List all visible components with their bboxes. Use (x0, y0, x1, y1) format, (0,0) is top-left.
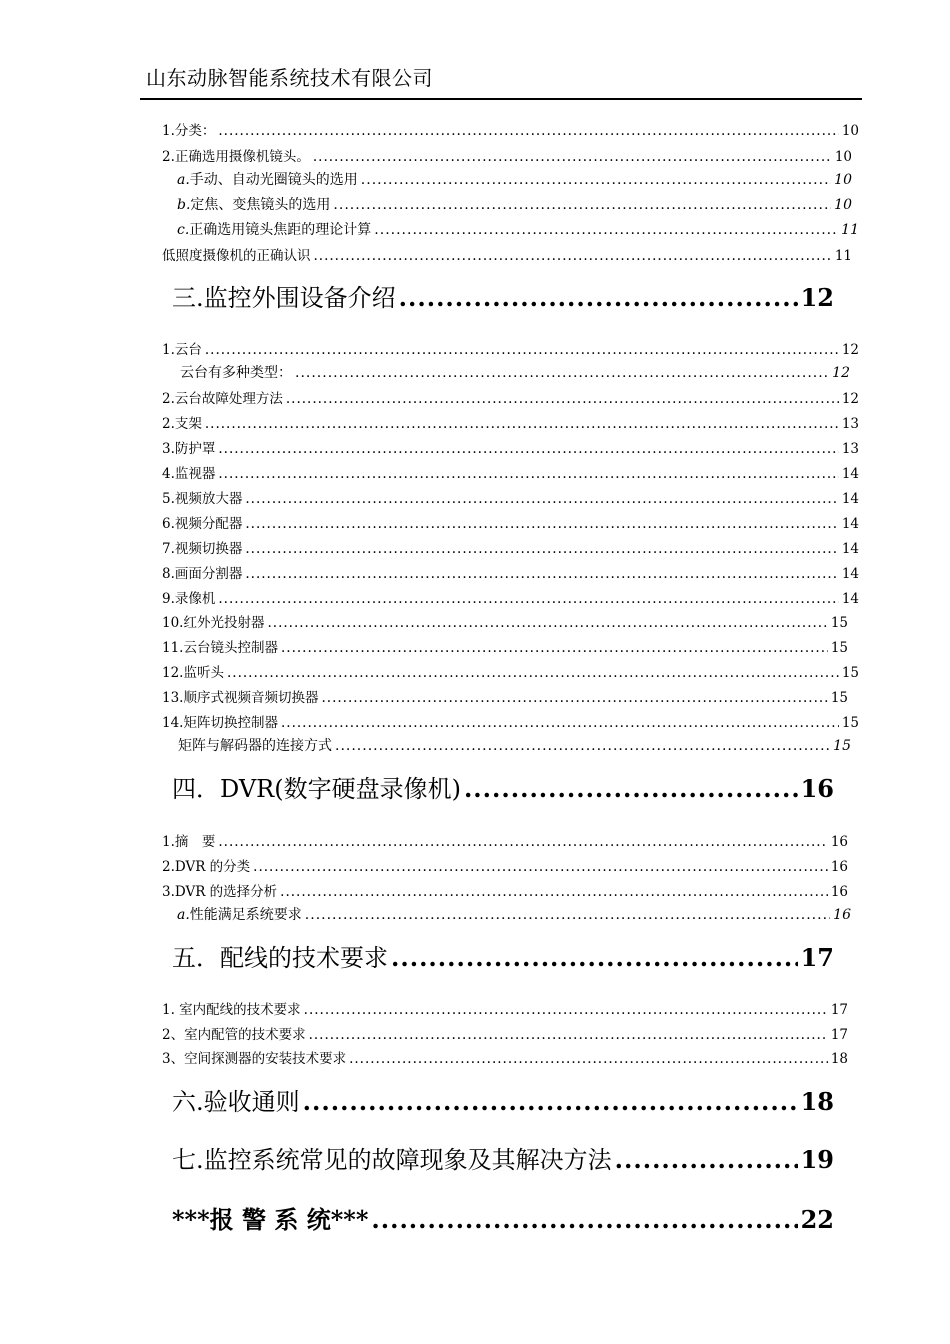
toc-leader-dots (464, 774, 798, 803)
toc-entry-label: 14.矩阵切换控制器 (162, 715, 278, 731)
toc-entry[interactable] (162, 661, 859, 681)
toc-page-number: 12 (841, 342, 859, 358)
toc-heading[interactable] (172, 938, 834, 973)
toc-leader-dots (303, 1087, 798, 1116)
toc-entry[interactable] (162, 830, 848, 850)
toc-page-number: 18 (800, 1087, 834, 1116)
toc-entry[interactable] (177, 904, 851, 924)
toc-heading[interactable] (172, 1200, 834, 1235)
toc-leader-dots (349, 1051, 828, 1067)
toc-entry[interactable] (162, 636, 848, 656)
toc-heading-label: ***报 警 系 统*** (172, 1205, 369, 1234)
toc-leader-dots (304, 1002, 828, 1018)
toc-page-number: 17 (830, 1027, 848, 1043)
toc-entry[interactable] (177, 194, 852, 214)
toc-entry[interactable] (162, 145, 852, 165)
toc-page-number: 10 (834, 197, 852, 213)
toc-page-number: 22 (800, 1205, 834, 1234)
toc-heading-label: 三.监控外围设备介绍 (172, 284, 396, 312)
toc-page-number: 16 (830, 834, 848, 850)
toc-page-number: 14 (841, 591, 859, 607)
toc-heading-label: 七.监控系统常见的故障现象及其解决方法 (172, 1146, 612, 1174)
toc-leader-dots (391, 943, 798, 972)
toc-page-number: 15 (830, 690, 848, 706)
toc-page-number: 19 (800, 1145, 834, 1174)
toc-page-number: 14 (841, 466, 859, 482)
toc-leader-dots (371, 1205, 797, 1234)
toc-leader-dots (333, 197, 831, 213)
toc-entry-label: 11.云台镜头控制器 (162, 640, 278, 656)
toc-leader-dots (267, 615, 827, 631)
toc-entry[interactable] (162, 462, 859, 482)
toc-leader-dots (218, 591, 838, 607)
toc-entry-label: 13.顺序式视频音频切换器 (162, 690, 319, 706)
toc-heading[interactable] (172, 1140, 834, 1175)
toc-leader-dots (321, 690, 827, 706)
toc-leader-dots (615, 1145, 798, 1174)
toc-entry-label: 低照度摄像机的正确认识 (162, 248, 311, 264)
toc-page-number: 13 (841, 416, 859, 432)
toc-page-number: 16 (830, 859, 848, 875)
toc-page-number: 11 (834, 248, 852, 264)
toc-entry[interactable] (162, 562, 859, 582)
toc-leader-dots (305, 907, 830, 923)
toc-leader-dots (245, 491, 838, 507)
toc-entry-label: 8.画面分割器 (162, 566, 243, 582)
toc-entry[interactable] (162, 611, 848, 631)
toc-leader-dots (205, 342, 839, 358)
toc-leader-dots (227, 665, 839, 681)
toc-entry-label: 3.防护罩 (162, 441, 216, 457)
toc-page-number: 15 (830, 640, 848, 656)
toc-entry[interactable] (162, 855, 848, 875)
toc-leader-dots (335, 738, 830, 754)
toc-entry[interactable] (162, 880, 848, 900)
toc-entry-label: 1.分类： (162, 123, 216, 139)
toc-entry[interactable] (162, 537, 859, 557)
toc-leader-dots (374, 222, 838, 238)
toc-leader-dots (281, 715, 839, 731)
toc-entry-label: 2.DVR 的分类 (162, 859, 251, 875)
toc-entry[interactable] (180, 362, 850, 382)
toc-leader-dots (280, 884, 828, 900)
toc-page-number: 15 (830, 615, 848, 631)
toc-leader-dots (361, 172, 831, 188)
toc-entry-label: 3、空间探测器的安装技术要求 (162, 1051, 347, 1067)
toc-entry-label: 12.监听头 (162, 665, 224, 681)
toc-page-number: 10 (841, 123, 859, 139)
toc-page-number: 17 (800, 943, 834, 972)
toc-page-number: 16 (830, 884, 848, 900)
toc-heading-label: 五．配线的技术要求 (172, 944, 388, 972)
toc-entry-label: 10.红外光投射器 (162, 615, 265, 631)
toc-page-number: 14 (841, 541, 859, 557)
toc-leader-dots (245, 516, 838, 532)
toc-heading-label: 四．DVR(数字硬盘录像机) (172, 775, 461, 803)
toc-entry-label: 云台有多种类型： (180, 365, 292, 381)
toc-page-number: 18 (830, 1051, 848, 1067)
toc-heading[interactable] (172, 1082, 834, 1117)
toc-entry[interactable] (162, 412, 859, 432)
toc-heading[interactable] (172, 769, 834, 804)
toc-page-number: 10 (834, 149, 852, 165)
toc-page-number: 12 (841, 391, 859, 407)
toc-entry-label: 6.视频分配器 (162, 516, 243, 532)
toc-entry[interactable] (162, 1023, 848, 1043)
toc-page-number: 15 (841, 715, 859, 731)
toc-page-number: 16 (833, 907, 851, 923)
toc-heading[interactable] (172, 278, 834, 313)
toc-entry[interactable] (177, 219, 859, 239)
toc-leader-dots (218, 834, 827, 850)
toc-entry-label: 2、室内配管的技术要求 (162, 1027, 306, 1043)
toc-leader-dots (309, 1027, 828, 1043)
toc-entry-label: 5.视频放大器 (162, 491, 243, 507)
toc-entry[interactable] (162, 587, 859, 607)
toc-leader-dots (286, 391, 839, 407)
toc-entry[interactable] (162, 686, 848, 706)
toc-page-number: 12 (832, 365, 850, 381)
page-header-title: 山东动脉智能系统技术有限公司 (146, 66, 433, 90)
toc-page-number: 13 (841, 441, 859, 457)
toc-entry[interactable] (162, 119, 859, 139)
toc-leader-dots (399, 283, 798, 312)
toc-leader-dots (205, 416, 839, 432)
toc-entry-label: 1.云台 (162, 342, 202, 358)
toc-leader-dots (313, 149, 832, 165)
toc-leader-dots (245, 566, 838, 582)
toc-page-number: 14 (841, 516, 859, 532)
toc-page-number: 14 (841, 491, 859, 507)
toc-entry-label: 3.DVR 的选择分析 (162, 884, 278, 900)
toc-leader-dots (314, 248, 832, 264)
toc-entry[interactable] (178, 735, 851, 755)
toc-entry-label: 矩阵与解码器的连接方式 (178, 738, 332, 754)
toc-entry[interactable] (162, 512, 859, 532)
toc-entry-label: b.定焦、变焦镜头的选用 (177, 197, 331, 213)
toc-page-number: 17 (830, 1002, 848, 1018)
toc-entry[interactable] (162, 487, 859, 507)
toc-entry[interactable] (162, 387, 859, 407)
toc-entry-label: 9.录像机 (162, 591, 216, 607)
toc-leader-dots (253, 859, 828, 875)
toc-entry-label: 1. 室内配线的技术要求 (162, 1002, 301, 1018)
toc-entry-label: 2.云台故障处理方法 (162, 391, 283, 407)
toc-entry[interactable] (162, 711, 859, 731)
toc-entry-label: 2.正确选用摄像机镜头。 (162, 149, 310, 165)
toc-page-number: 15 (833, 738, 851, 754)
toc-page-number: 10 (834, 172, 852, 188)
toc-leader-dots (218, 466, 838, 482)
toc-entry-label: c.正确选用镜头焦距的理论计算 (177, 222, 372, 238)
toc-entry[interactable] (162, 1047, 848, 1067)
toc-leader-dots (281, 640, 828, 656)
toc-entry[interactable] (162, 338, 859, 358)
toc-page-number: 14 (841, 566, 859, 582)
toc-entry[interactable] (162, 998, 848, 1018)
toc-leader-dots (245, 541, 838, 557)
toc-entry[interactable] (162, 244, 852, 264)
toc-page-number: 15 (841, 665, 859, 681)
toc-page-number: 11 (841, 222, 859, 238)
toc-page-number: 12 (800, 283, 834, 312)
toc-entry[interactable] (177, 169, 852, 189)
toc-entry-label: 4.监视器 (162, 466, 216, 482)
toc-entry-label: 1.摘 要 (162, 834, 216, 850)
toc-entry-label: 2.支架 (162, 416, 202, 432)
toc-leader-dots (218, 123, 838, 139)
toc-leader-dots (295, 365, 829, 381)
toc-leader-dots (218, 441, 838, 457)
toc-heading-label: 六.验收通则 (172, 1088, 300, 1116)
toc-entry[interactable] (162, 437, 859, 457)
toc-entry-label: a.性能满足系统要求 (177, 907, 302, 923)
toc-entry-label: 7.视频切换器 (162, 541, 243, 557)
toc-page-number: 16 (800, 774, 834, 803)
toc-entry-label: a.手动、自动光圈镜头的选用 (177, 172, 358, 188)
